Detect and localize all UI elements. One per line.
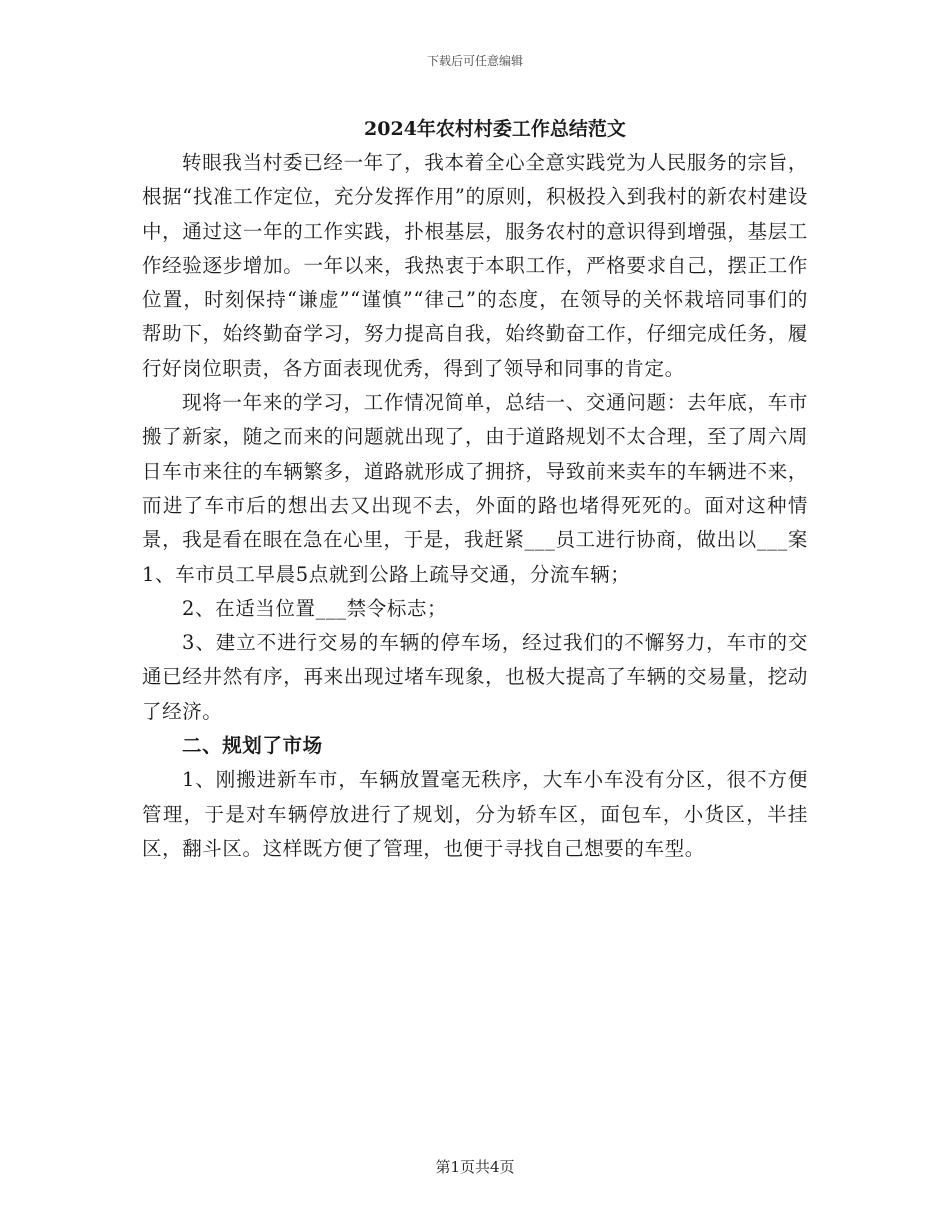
document-body [142,112,808,866]
paragraph-traffic: 现将一年来的学习，工作情况简单，总结一、交通问题：去年底，车市搬了新家，随之而来的问题就出现了，由于道路规划不太合理，至了周六周日车市来往的车辆繁多，道路就形成了拥挤，导致前来卖车的车辆进不来，而进了车市后的想出去又出现不去，外面的路也堵得死死的。面对这种情景，我是看在眼在急在心里，于是，我赶紧___员工进行协商，做出以___案1、车市员工早晨5点就到公路上疏导交通，分流车辆； [142,391,808,586]
paragraph-signs: 2、在适当位置___禁令标志； [182,596,448,620]
section-heading-market: 二、规划了市场 [182,734,323,758]
page-header: 下载后可任意编辑 [426,54,523,68]
paragraph-market-planning: 1、刚搬进新车市，车辆放置毫无秩序，大车小车没有分区，很不方便管理，于是对车辆停放进行了规划，分为轿车区，面包车，小货区，半挂区，翻斗区。这样既方便了管理，也便于寻找自己想要的车型。 [142,768,808,860]
document-title: 2024年农村村委工作总结范文 [364,118,626,140]
paragraph-parking: 3、建立不进行交易的车辆的停车场，经过我们的不懈努力，车市的交通已经井然有序，再来出现过堵车现象，也极大提高了车辆的交易量，挖动了经济。 [142,631,808,723]
page-footer: 第1页共4页 [435,1158,515,1176]
paragraph-intro: 转眼我当村委已经一年了，我本着全心全意实践党为人民服务的宗旨，根据“找准工作定位，充分发挥作用”的原则，积极投入到我村的新农村建设中，通过这一年的工作实践，扑根基层，服务农村的意识得到增强，基层工作经验逐步增加。一年以来，我热衷于本职工作，严格要求自己，摆正工作位置，时刻保持“谦虚”“谨慎”“律己”的态度，在领导的关怀栽培同事们的帮助下，始终勤奋学习，努力提高自我，始终勤奋工作，仔细完成任务，履行好岗位职责，各方面表现优秀，得到了领导和同事的肯定。 [142,151,808,380]
